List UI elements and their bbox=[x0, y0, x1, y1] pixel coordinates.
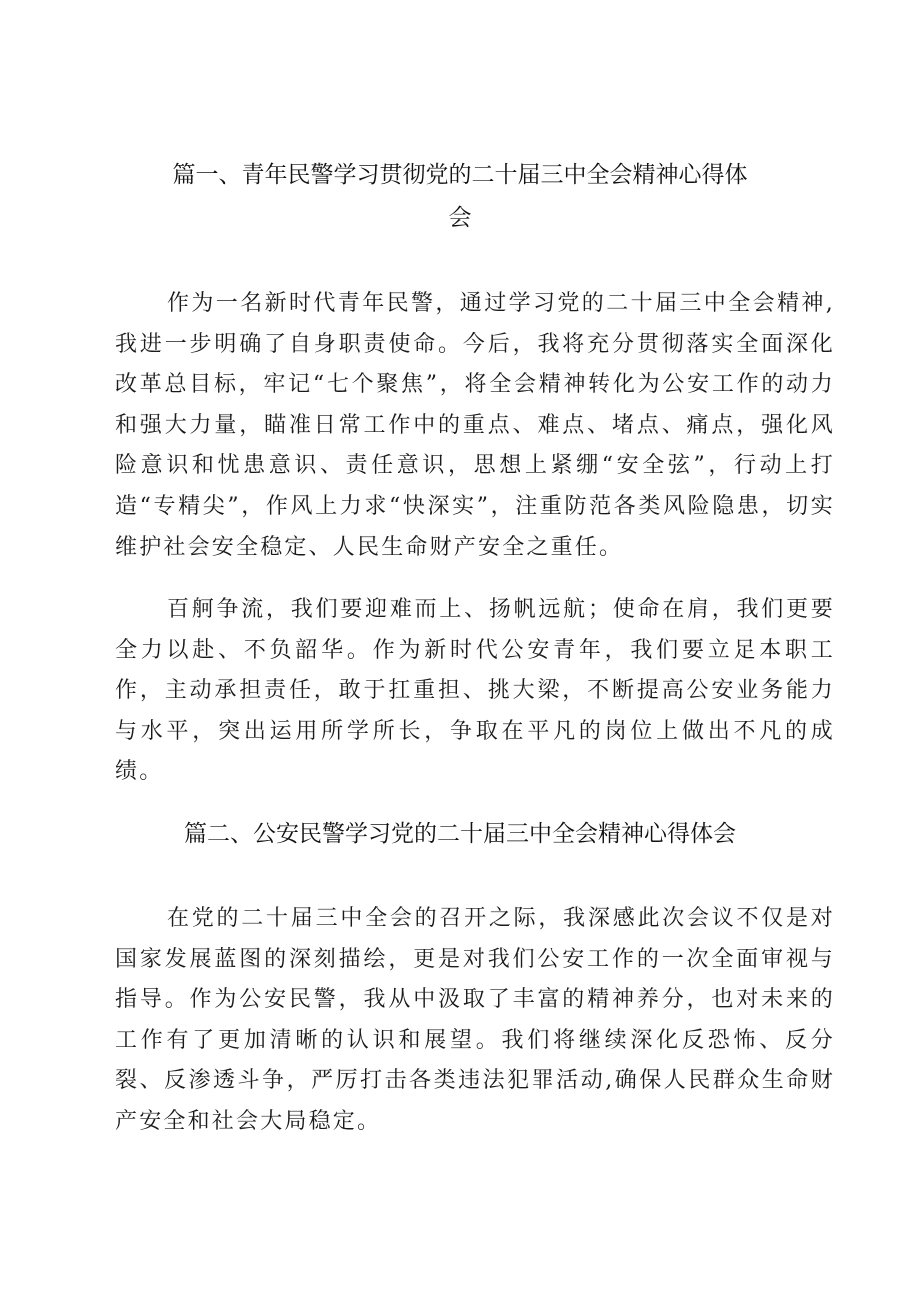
section2-paragraph-1: 在党的二十届三中全会的召开之际，我深感此次会议不仅是对国家发展蓝图的深刻描绘，更是对我们公安工作的一次全面审视与指导。作为公安民警，我从中汲取了丰富的精神养分，也对未来的工作有了更加清晰的认识和展望。我们将继续深化反恐怖、反分裂、反渗透斗争，严厉打击各类违法犯罪活动,确保人民群众生命财产安全和社会大局稳定。 bbox=[115, 906, 835, 1134]
section1-paragraph-1: 作为一名新时代青年民警，通过学习党的二十届三中全会精神,我进一步明确了自身职责使命。今后，我将充分贯彻落实全面深化改革总目标，牢记“七个聚焦”，将全会精神转化为公安工作的动力和强大力量，瞄准日常工作中的重点、难点、堵点、痛点，强化风险意识和忧患意识、责任意识，思想上紧绷“安全弦”，行动上打造“专精尖”，作风上力求“快深实”，注重防范各类风险隐患，切实维护社会安全稳定、人民生命财产安全之重任。 bbox=[115, 291, 835, 560]
section1-paragraph-2: 百舸争流，我们要迎难而上、扬帆远航；使命在肩，我们更要全力以赴、不负韶华。作为新时代公安青年，我们要立足本职工作，主动承担责任，敢于扛重担、挑大梁，不断提高公安业务能力与水平，突出运用所学所长，争取在平凡的岗位上做出不凡的成绩。 bbox=[115, 597, 835, 785]
section2-title: 篇二、公安民警学习党的二十届三中全会精神心得体会 bbox=[184, 821, 736, 847]
section1-title-line1: 篇一、青年民警学习贯彻党的二十届三中全会精神心得体 bbox=[172, 162, 748, 188]
section1-title-line2: 会 bbox=[448, 205, 472, 231]
